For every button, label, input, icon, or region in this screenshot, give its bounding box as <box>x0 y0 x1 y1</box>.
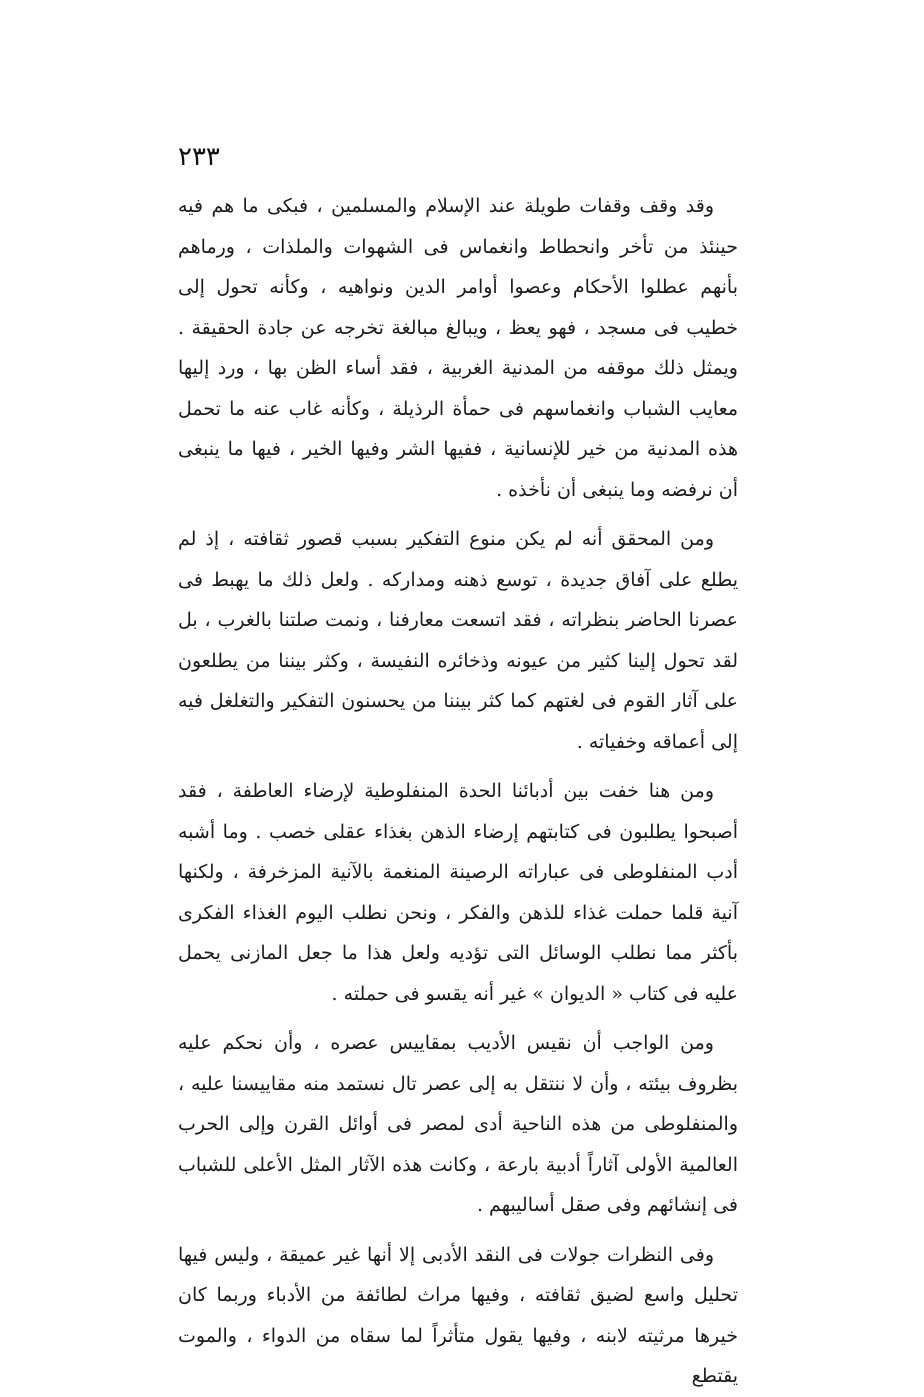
page-number: ٢٣٣ <box>178 142 220 172</box>
paragraph-2: ومن المحقق أنه لم يكن منوع التفكير بسبب قصور ثقافته ، إذ لم يطلع على آفاق جديدة ، توسع ذهنه ومداركه . ولعل ذلك ما يهبط فى عصرنا الحاضر بنظراته ، فقد اتسعت معارفنا ، ونمت صلتنا بالغرب ، بل لقد تحول إلينا كثير من عيونه وذخائره النفيسة ، وكثر بيننا من يطلعون على آثار القوم فى لغتهم كما كثر بيننا من يحسنون التفكير والتغلغل فيه إلى أعماقه وخفياته . <box>178 528 738 753</box>
paragraph-3: ومن هنا خفت بين أدبائنا الحدة المنفلوطية لإرضاء العاطفة ، فقد أصبحوا يطلبون فى كتابتهم إرضاء الذهن بغذاء عقلى خصب . وما أشبه أدب المنفلوطى فى عباراته الرصينة المنغمة بالآنية المزخرفة ، ولكنها آنية قلما حملت غذاء للذهن والفكر ، ونحن نطلب اليوم الغذاء الفكرى بأكثر مما نطلب الوسائل التى تؤديه ولعل هذا ما جعل المازنى يحمل عليه فى كتاب « الديوان » غير أنه يقسو فى حملته . <box>178 780 738 1005</box>
paragraph-5: وفى النظرات جولات فى النقد الأدبى إلا أنها غير عميقة ، وليس فيها تحليل واسع لضيق ثقافته ، وفيها مراث لطائفة من الأدباء وربما كان خيرها مرثيته لابنه ، وفيها يقول متأثراً لما سقاه من الدواء ، والموت يقتطع <box>178 1243 738 1387</box>
body-text <box>178 186 738 1397</box>
paragraph-1: وقد وقف وقفات طويلة عند الإسلام والمسلمين ، فبكى ما هم فيه حينئذ من تأخر وانحطاط وانغماس فى الشهوات والملذات ، ورماهم بأنهم عطلوا الأحكام وعصوا أوامر الدين ونواهيه ، وكأنه تحول إلى خطيب فى مسجد ، فهو يعظ ، ويبالغ مبالغة تخرجه عن جادة الحقيقة . ويمثل ذلك موقفه من المدنية الغربية ، فقد أساء الظن بها ، ورد إليها معايب الشباب وانغماسهم فى حمأة الرذيلة ، وكأنه غاب عنه ما تحمل هذه المدنية من خير للإنسانية ، ففيها الشر وفيها الخير ، فيها ما ينبغى أن نرفضه وما ينبغى أن نأخذه . <box>178 195 738 501</box>
paragraph-4: ومن الواجب أن نقيس الأديب بمقاييس عصره ، وأن نحكم عليه بظروف بيئته ، وأن لا ننتقل به إلى عصر تال نستمد منه مقاييسنا عليه ، والمنفلوطى من هذه الناحية أدى لمصر فى أوائل القرن وإلى الحرب العالمية الأولى آثاراً أدبية بارعة ، وكانت هذه الآثار المثل الأعلى للشباب فى إنشائهم وفى صقل أساليبهم . <box>178 1032 738 1216</box>
